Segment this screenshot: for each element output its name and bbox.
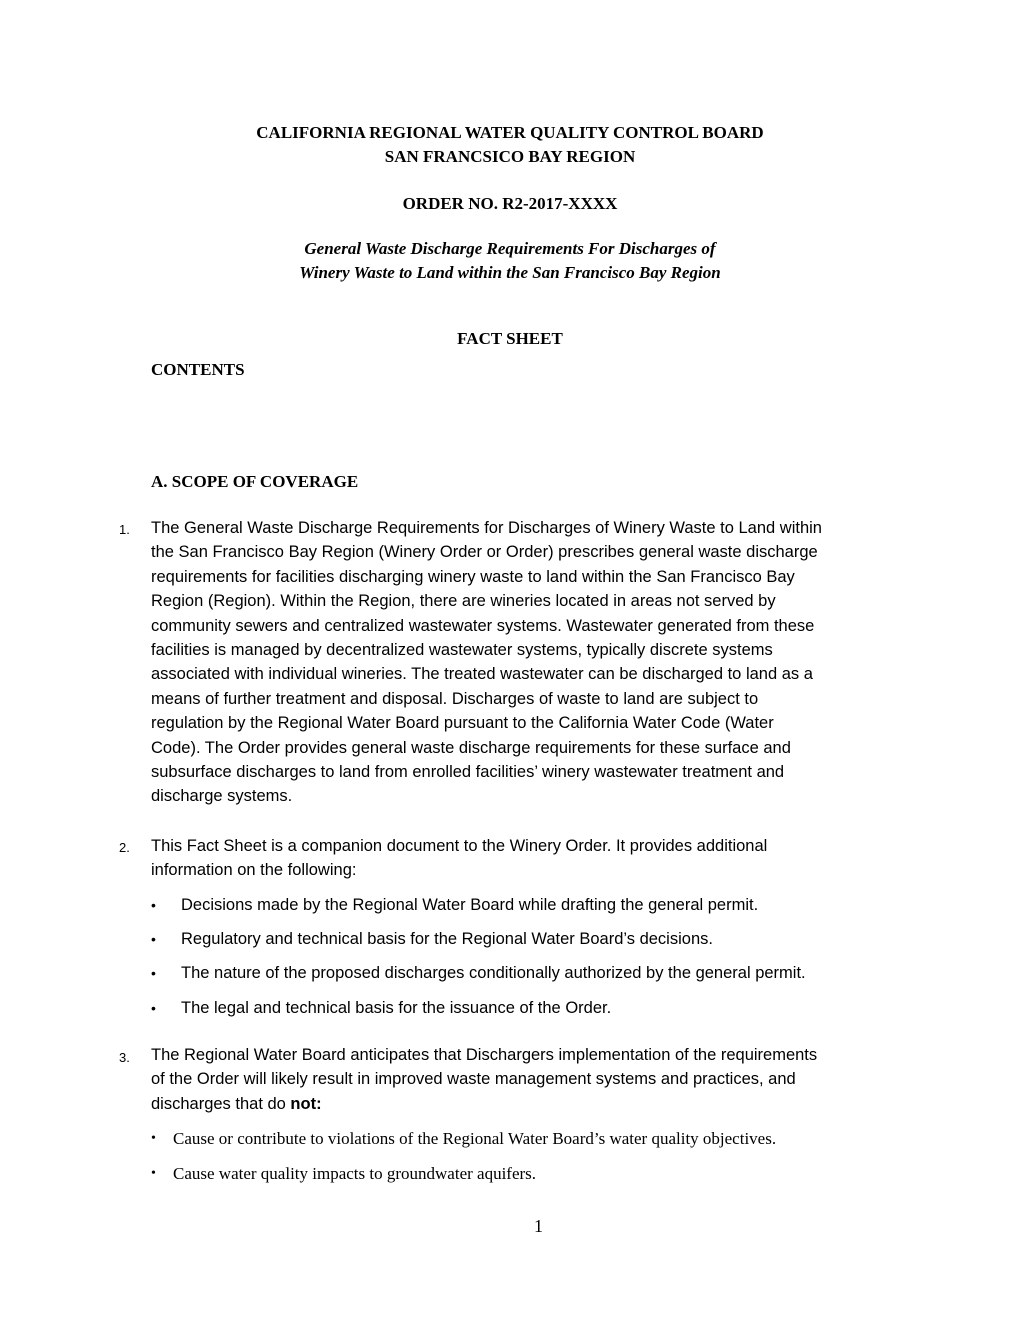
- item-1-line: community sewers and centralized wastewater systems. Wastewater generated from these: [151, 616, 815, 635]
- item-1-line: regulation by the Regional Water Board pursuant to the California Water Code (Water: [151, 714, 774, 733]
- bullet-icon: •: [151, 931, 156, 947]
- item-2-paragraph: [151, 834, 921, 883]
- item-1-line: the San Francisco Bay Region (Winery Order or Order) prescribes general waste discharge: [151, 543, 818, 562]
- contents-heading: CONTENTS: [151, 360, 245, 379]
- item-2-line: This Fact Sheet is a companion document to the Winery Order. It provides additional: [151, 837, 768, 855]
- bullet-icon: •: [151, 897, 156, 913]
- region-name: SAN FRANCSICO BAY REGION: [384, 147, 636, 166]
- item-1-line: Region (Region). Within the Region, there are wineries located in areas not served by: [151, 592, 776, 611]
- item-1-number: 1.: [119, 522, 130, 537]
- item-1-line: discharge systems.: [151, 787, 293, 806]
- bullet-icon: •: [151, 1166, 156, 1181]
- item-1-line: means of further treatment and disposal. Discharges of waste to land are subject to: [151, 689, 759, 708]
- item-2-line: information on the following:: [151, 861, 357, 880]
- bullet-text: Regulatory and technical basis for the Regional Water Board’s decisions.: [181, 930, 713, 948]
- item-2-number: 2.: [119, 840, 130, 855]
- bullet-icon: •: [151, 1131, 156, 1146]
- item-1-line: The General Waste Discharge Requirements for Discharges of Winery Waste to Land within: [151, 519, 822, 537]
- subtitle-line-2: Winery Waste to Land within the San Francisco Bay Region: [299, 263, 721, 282]
- item-3-line-emphasis: not:: [290, 1094, 322, 1113]
- item-1-line: requirements for facilities discharging winery waste to land within the San Francisco Bay: [151, 567, 795, 586]
- bullet-text: Cause or contribute to violations of the Regional Water Board’s water quality objectives.: [173, 1129, 777, 1148]
- section-a-heading: A. SCOPE OF COVERAGE: [151, 472, 359, 491]
- item-3-line: of the Order will likely result in improved waste management systems and practices, and: [151, 1070, 796, 1089]
- bullet-icon: •: [151, 965, 156, 981]
- page-number: 1: [534, 1216, 543, 1236]
- item-1-line: facilities is managed by decentralized wastewater systems, typically discrete systems: [151, 641, 773, 660]
- bullet-text: The nature of the proposed discharges conditionally authorized by the general permit.: [181, 964, 806, 982]
- bullet-icon: •: [151, 1000, 156, 1016]
- order-number: ORDER NO. R2-2017-XXXX: [402, 194, 618, 213]
- fact-sheet-title: FACT SHEET: [457, 329, 563, 348]
- board-name: CALIFORNIA REGIONAL WATER QUALITY CONTROL BOARD: [256, 123, 764, 142]
- item-1-line: subsurface discharges to land from enrolled facilities’ winery wastewater treatment and: [151, 763, 785, 782]
- bullet-text: The legal and technical basis for the issuance of the Order.: [181, 999, 612, 1017]
- item-1-line: associated with individual wineries. The treated wastewater can be discharged to land as a: [151, 665, 813, 684]
- bullet-text: Cause water quality impacts to groundwater aquifers.: [173, 1164, 537, 1183]
- item-3-line: The Regional Water Board anticipates that Dischargers implementation of the requirements: [151, 1046, 818, 1064]
- item-3-paragraph: [151, 1043, 921, 1116]
- item-1-line: Code). The Order provides general waste discharge requirements for these surface and: [151, 738, 791, 757]
- item-3-line-last: [151, 1092, 921, 1116]
- item-1-paragraph: [151, 516, 921, 809]
- item-3-number: 3.: [119, 1050, 130, 1065]
- subtitle-line-1: General Waste Discharge Requirements For Discharges of: [304, 239, 716, 258]
- bullet-text: Decisions made by the Regional Water Board while drafting the general permit.: [181, 896, 759, 914]
- item-3-line-prefix: discharges that do: [151, 1094, 291, 1113]
